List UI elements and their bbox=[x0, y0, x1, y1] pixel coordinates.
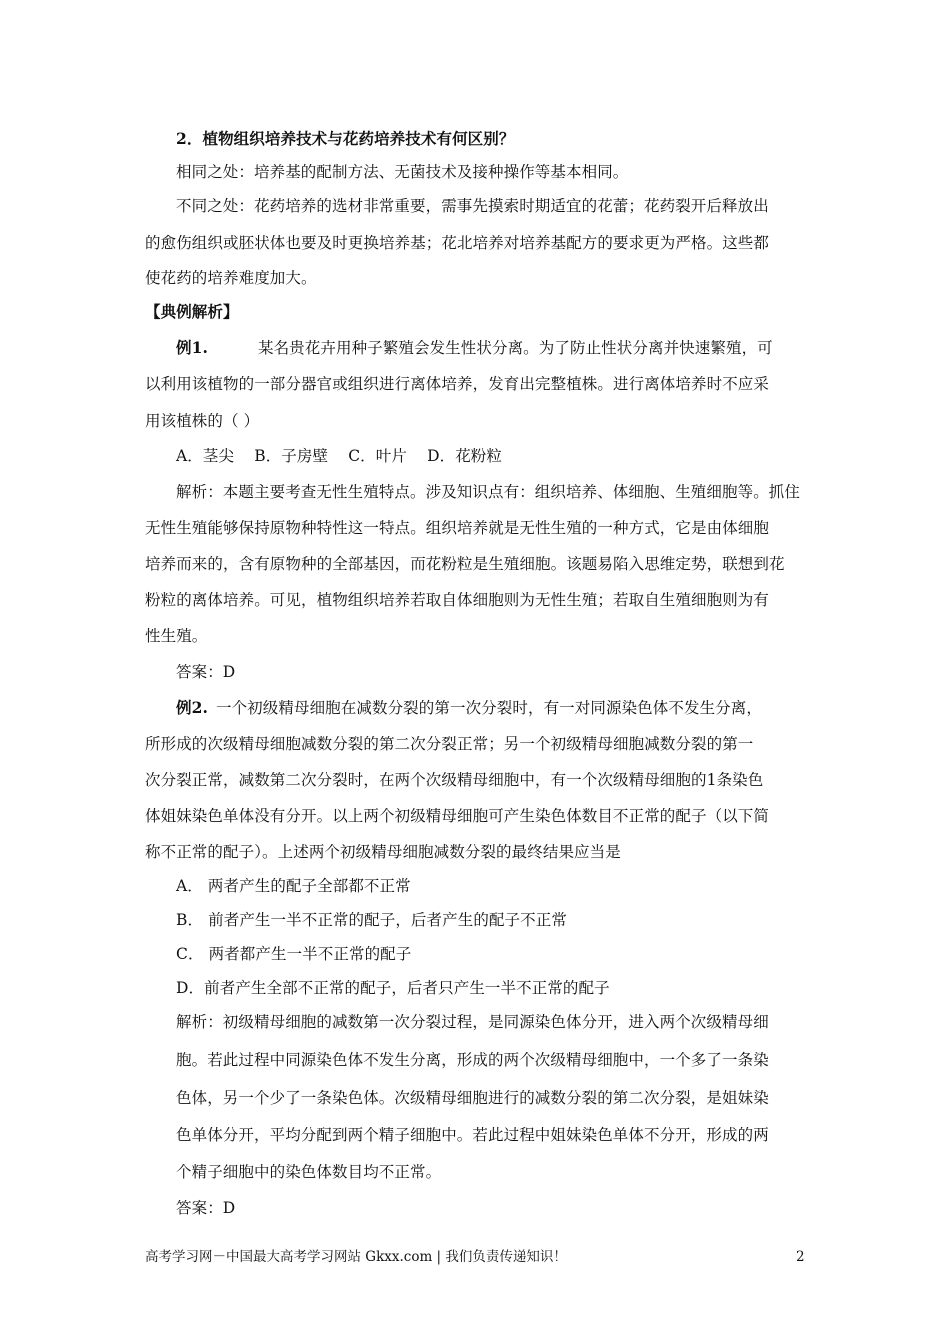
example1-label: 例1. bbox=[176, 338, 208, 357]
example2-question-line: 称不正常的配子）。上述两个初级精母细胞减数分裂的最终结果应当是 bbox=[145, 843, 621, 861]
example2-question-line: 一个初级精母细胞在减数分裂的第一次分裂时，有一对同源染色体不发生分离， bbox=[215, 699, 762, 717]
example2-option-a: A． 两者产生的配子全部都不正常 bbox=[176, 877, 411, 895]
example2-analysis-line: 个精子细胞中的染色体数目均不正常。 bbox=[176, 1163, 442, 1181]
example2-option-d: D．前者产生全部不正常的配子，后者只产生一半不正常的配子 bbox=[176, 979, 610, 997]
page-number: 2 bbox=[796, 1249, 805, 1265]
example2-analysis-line: 色体，另一个少了一条染色体。次级精母细胞进行的减数分裂的第二次分裂，是姐妹染 bbox=[176, 1089, 769, 1107]
example1-analysis-line: 粉粒的离体培养。可见，植物组织培养若取自体细胞则为无性生殖；若取自生殖细胞则为有 bbox=[145, 591, 770, 609]
example2-answer: 答案：D bbox=[176, 1199, 236, 1217]
same-points-text: 相同之处：培养基的配制方法、无菌技术及接种操作等基本相同。 bbox=[176, 163, 629, 181]
page-footer: 高考学习网－中国最大高考学习网站 Gkxx.com | 我们负责传递知识！ bbox=[145, 1249, 567, 1265]
example1-analysis-line: 无性生殖能够保持原物种特性这一特点。组织培养就是无性生殖的一种方式，它是由体细胞 bbox=[145, 519, 770, 537]
example2-option-b: B． 前者产生一半不正常的配子，后者产生的配子不正常 bbox=[176, 911, 567, 929]
example2-analysis-line: 解析：初级精母细胞的减数第一次分裂过程，是同源染色体分开，进入两个次级精母细 bbox=[176, 1013, 769, 1031]
example1-analysis-line: 培养而来的，含有原物种的全部基因，而花粉粒是生殖细胞。该题易陷入思维定势，联想到花 bbox=[145, 555, 785, 573]
example1-question-line: 用该植株的（ ） bbox=[145, 412, 260, 430]
example2-analysis-line: 色单体分开，平均分配到两个精子细胞中。若此过程中姐妹染色单体不分开，形成的两 bbox=[176, 1126, 769, 1144]
example2-question-line: 所形成的次级精母细胞减数分裂的第二次分裂正常；另一个初级精母细胞减数分裂的第一 bbox=[145, 735, 754, 753]
example2-question-line: 体姐妹染色单体没有分开。以上两个初级精母细胞可产生染色体数目不正常的配子（以下简 bbox=[145, 807, 770, 825]
diff-points-line: 的愈伤组织或胚状体也要及时更换培养基；花北培养对培养基配方的要求更为严格。这些都 bbox=[145, 234, 770, 252]
example1-question-line: 以利用该植物的一部分器官或组织进行离体培养，发育出完整植株。进行离体培养时不应采 bbox=[145, 375, 770, 393]
example1-answer: 答案：D bbox=[176, 663, 236, 681]
diff-points-line: 使花药的培养难度加大。 bbox=[145, 269, 317, 287]
example1-question-line: 某名贵花卉用种子繁殖会发生性状分离。为了防止性状分离并快速繁殖，可 bbox=[257, 339, 773, 357]
example2-first-line bbox=[176, 698, 816, 718]
example2-analysis-line: 胞。若此过程中同源染色体不发生分离，形成的两个次级精母细胞中，一个多了一条染 bbox=[176, 1051, 769, 1069]
example1-analysis-line: 性生殖。 bbox=[145, 627, 208, 645]
example1-options: A．茎尖 B．子房壁 C．叶片 D．花粉粒 bbox=[176, 447, 502, 465]
diff-points-line: 不同之处：花药培养的选材非常重要，需事先摸索时期适宜的花蕾；花药裂开后释放出 bbox=[176, 197, 769, 215]
example2-label: 例2. bbox=[176, 698, 208, 717]
section-heading: 2．植物组织培养技术与花药培养技术有何区别？ bbox=[176, 129, 515, 148]
examples-heading: 【典例解析】 bbox=[145, 302, 239, 321]
example2-option-c: C． 两者都产生一半不正常的配子 bbox=[176, 945, 412, 963]
example2-question-line: 次分裂正常，减数第二次分裂时，在两个次级精母细胞中，有一个次级精母细胞的1条染色 bbox=[145, 771, 764, 789]
example1-analysis-line: 解析：本题主要考查无性生殖特点。涉及知识点有：组织培养、体细胞、生殖细胞等。抓住 bbox=[176, 483, 801, 501]
example1-first-line bbox=[176, 338, 816, 358]
